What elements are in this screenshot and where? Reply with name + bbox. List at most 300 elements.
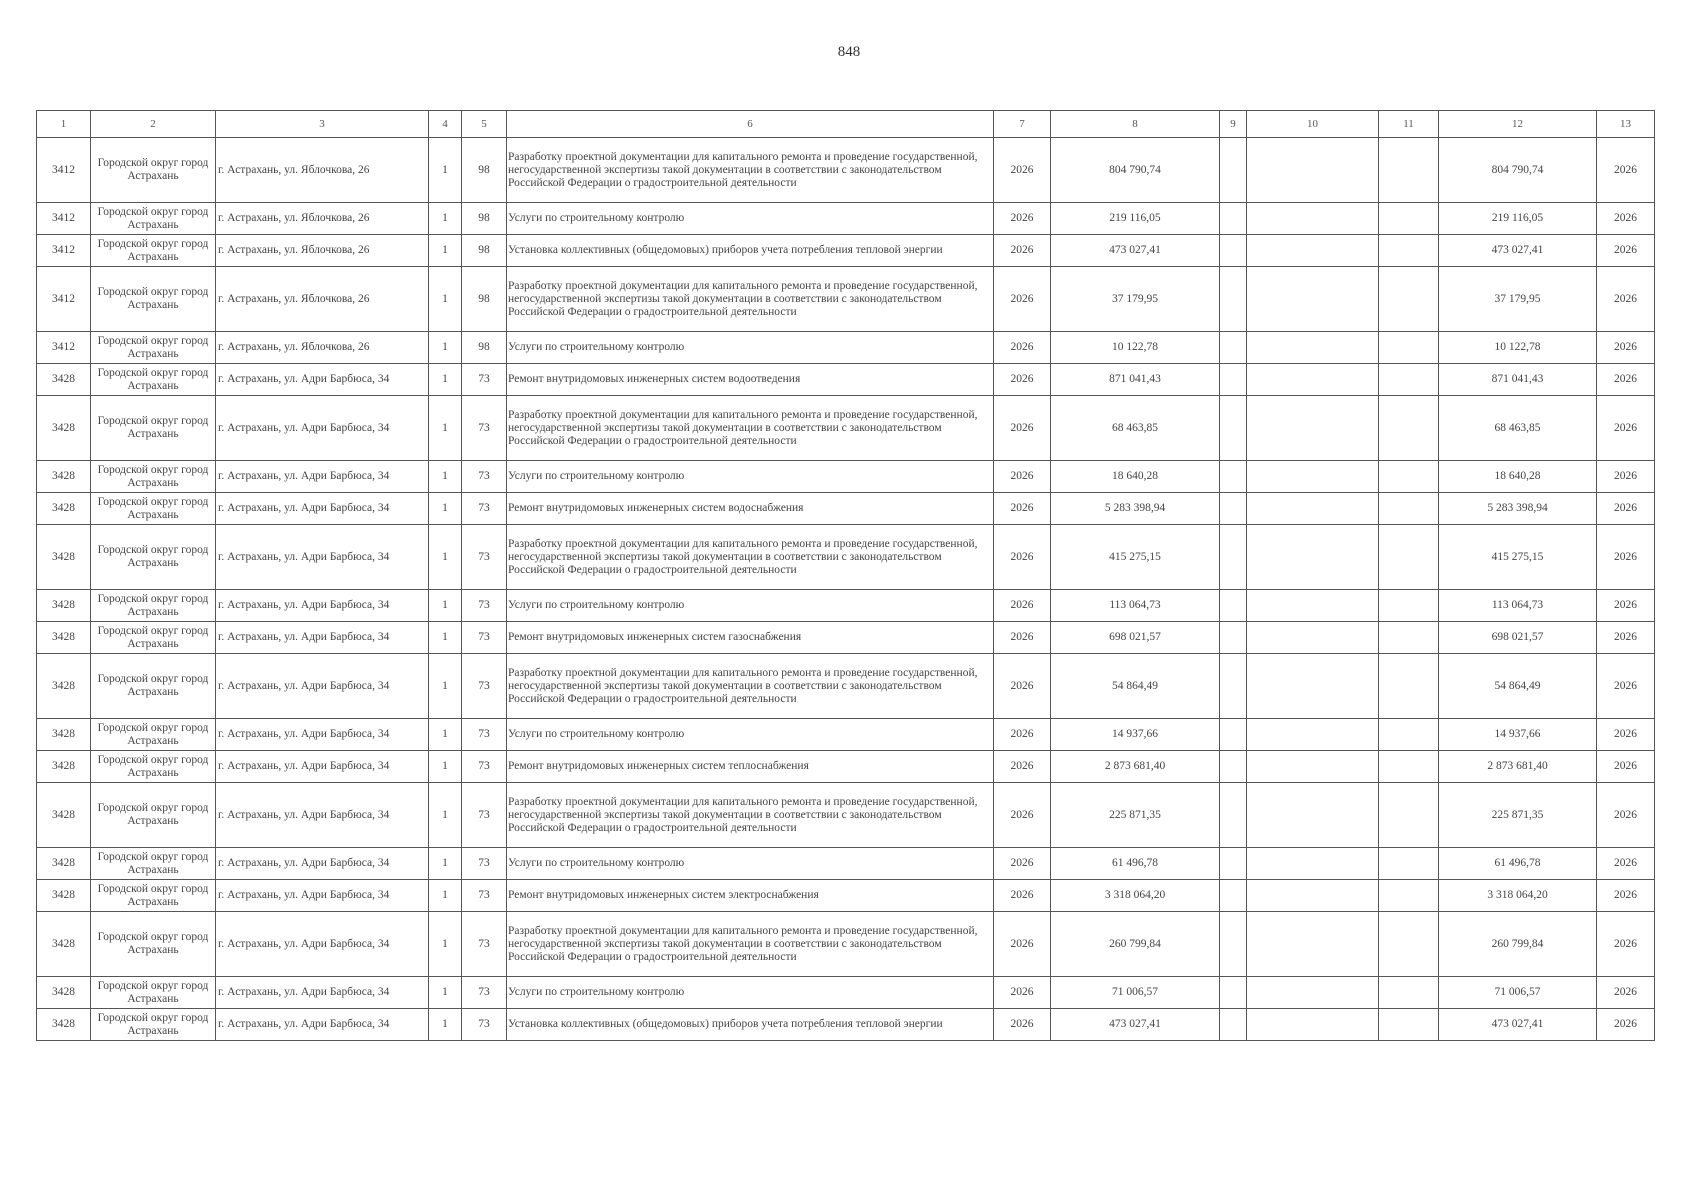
cell-col10	[1247, 622, 1379, 654]
cell-col10	[1247, 138, 1379, 203]
cell-col5: 98	[462, 267, 507, 332]
cell-col11	[1379, 1009, 1439, 1041]
cell-work-type: Ремонт внутридомовых инженерных систем теплоснабжения	[507, 751, 994, 783]
cell-col10	[1247, 203, 1379, 235]
cell-work-type: Установка коллективных (общедомовых) приборов учета потребления тепловой энергии	[507, 235, 994, 267]
cell-col10	[1247, 719, 1379, 751]
cell-work-type: Разработку проектной документации для капитального ремонта и проведение государственной, негосударственной экспертизы такой документации в соответствии с законодательством Российской Федерации о градостроительной деятельности	[507, 396, 994, 461]
cell-address: г. Астрахань, ул. Адри Барбюса, 34	[216, 848, 429, 880]
cell-col10	[1247, 848, 1379, 880]
cell-col13: 2026	[1597, 493, 1655, 525]
cell-municipality: Городской округ город Астрахань	[91, 364, 216, 396]
cell-address: г. Астрахань, ул. Адри Барбюса, 34	[216, 912, 429, 977]
cell-total-cost: 18 640,28	[1051, 461, 1220, 493]
cell-col13: 2026	[1597, 235, 1655, 267]
cell-id: 3428	[37, 783, 91, 848]
cell-address: г. Астрахань, ул. Яблочкова, 26	[216, 235, 429, 267]
cell-col4: 1	[429, 622, 462, 654]
cell-total-cost: 871 041,43	[1051, 364, 1220, 396]
cell-col9	[1220, 525, 1247, 590]
table-row	[37, 719, 1655, 751]
cell-col12: 2 873 681,40	[1439, 751, 1597, 783]
cell-col5: 98	[462, 203, 507, 235]
cell-municipality: Городской округ город Астрахань	[91, 719, 216, 751]
table-header	[37, 111, 1655, 138]
cell-col13: 2026	[1597, 267, 1655, 332]
registry-table	[36, 110, 1655, 1041]
cell-col5: 73	[462, 525, 507, 590]
cell-col4: 1	[429, 396, 462, 461]
cell-col9	[1220, 654, 1247, 719]
cell-total-cost: 698 021,57	[1051, 622, 1220, 654]
cell-col10	[1247, 493, 1379, 525]
cell-col13: 2026	[1597, 1009, 1655, 1041]
cell-total-cost: 37 179,95	[1051, 267, 1220, 332]
cell-col10	[1247, 525, 1379, 590]
cell-total-cost: 804 790,74	[1051, 138, 1220, 203]
cell-address: г. Астрахань, ул. Яблочкова, 26	[216, 267, 429, 332]
column-header: 11	[1379, 111, 1439, 138]
cell-work-type: Разработку проектной документации для капитального ремонта и проведение государственной, негосударственной экспертизы такой документации в соответствии с законодательством Российской Федерации о градостроительной деятельности	[507, 783, 994, 848]
cell-col12: 113 064,73	[1439, 590, 1597, 622]
cell-id: 3412	[37, 235, 91, 267]
cell-total-cost: 5 283 398,94	[1051, 493, 1220, 525]
cell-id: 3428	[37, 364, 91, 396]
cell-address: г. Астрахань, ул. Яблочкова, 26	[216, 332, 429, 364]
cell-id: 3412	[37, 332, 91, 364]
cell-work-type: Услуги по строительному контролю	[507, 848, 994, 880]
cell-id: 3428	[37, 525, 91, 590]
cell-address: г. Астрахань, ул. Адри Барбюса, 34	[216, 654, 429, 719]
cell-col5: 73	[462, 977, 507, 1009]
cell-address: г. Астрахань, ул. Адри Барбюса, 34	[216, 622, 429, 654]
cell-col9	[1220, 493, 1247, 525]
cell-col9	[1220, 848, 1247, 880]
table-row	[37, 235, 1655, 267]
cell-total-cost: 54 864,49	[1051, 654, 1220, 719]
cell-year: 2026	[994, 267, 1051, 332]
cell-address: г. Астрахань, ул. Адри Барбюса, 34	[216, 525, 429, 590]
cell-work-type: Ремонт внутридомовых инженерных систем электроснабжения	[507, 880, 994, 912]
cell-work-type: Разработку проектной документации для капитального ремонта и проведение государственной, негосударственной экспертизы такой документации в соответствии с законодательством Российской Федерации о градостроительной деятельности	[507, 654, 994, 719]
cell-year: 2026	[994, 235, 1051, 267]
cell-col5: 73	[462, 493, 507, 525]
cell-total-cost: 260 799,84	[1051, 912, 1220, 977]
cell-address: г. Астрахань, ул. Адри Барбюса, 34	[216, 364, 429, 396]
cell-work-type: Разработку проектной документации для капитального ремонта и проведение государственной, негосударственной экспертизы такой документации в соответствии с законодательством Российской Федерации о градостроительной деятельности	[507, 138, 994, 203]
cell-year: 2026	[994, 525, 1051, 590]
cell-col4: 1	[429, 203, 462, 235]
column-header: 9	[1220, 111, 1247, 138]
cell-col11	[1379, 493, 1439, 525]
cell-work-type: Услуги по строительному контролю	[507, 203, 994, 235]
table-row	[37, 138, 1655, 203]
header-row	[37, 111, 1655, 138]
cell-col12: 10 122,78	[1439, 332, 1597, 364]
cell-col4: 1	[429, 364, 462, 396]
cell-col4: 1	[429, 783, 462, 848]
cell-col4: 1	[429, 880, 462, 912]
cell-col4: 1	[429, 332, 462, 364]
cell-col11	[1379, 332, 1439, 364]
cell-col11	[1379, 364, 1439, 396]
cell-col5: 73	[462, 783, 507, 848]
cell-total-cost: 14 937,66	[1051, 719, 1220, 751]
cell-id: 3428	[37, 396, 91, 461]
table-row	[37, 396, 1655, 461]
table-row	[37, 848, 1655, 880]
cell-col13: 2026	[1597, 525, 1655, 590]
cell-col12: 804 790,74	[1439, 138, 1597, 203]
table-row	[37, 880, 1655, 912]
cell-col9	[1220, 880, 1247, 912]
cell-address: г. Астрахань, ул. Адри Барбюса, 34	[216, 751, 429, 783]
cell-col4: 1	[429, 138, 462, 203]
cell-col10	[1247, 751, 1379, 783]
page-number: 848	[837, 44, 861, 60]
cell-col12: 14 937,66	[1439, 719, 1597, 751]
column-header: 4	[429, 111, 462, 138]
cell-total-cost: 68 463,85	[1051, 396, 1220, 461]
cell-address: г. Астрахань, ул. Адри Барбюса, 34	[216, 719, 429, 751]
table-body	[37, 138, 1655, 1041]
cell-address: г. Астрахань, ул. Адри Барбюса, 34	[216, 783, 429, 848]
column-header: 3	[216, 111, 429, 138]
cell-id: 3428	[37, 461, 91, 493]
cell-col9	[1220, 912, 1247, 977]
cell-col10	[1247, 396, 1379, 461]
cell-year: 2026	[994, 912, 1051, 977]
cell-address: г. Астрахань, ул. Адри Барбюса, 34	[216, 461, 429, 493]
cell-col9	[1220, 138, 1247, 203]
cell-municipality: Городской округ город Астрахань	[91, 267, 216, 332]
cell-col12: 473 027,41	[1439, 235, 1597, 267]
cell-address: г. Астрахань, ул. Адри Барбюса, 34	[216, 590, 429, 622]
cell-total-cost: 61 496,78	[1051, 848, 1220, 880]
cell-col11	[1379, 590, 1439, 622]
cell-year: 2026	[994, 654, 1051, 719]
cell-col12: 219 116,05	[1439, 203, 1597, 235]
cell-col10	[1247, 332, 1379, 364]
cell-col4: 1	[429, 590, 462, 622]
cell-id: 3428	[37, 1009, 91, 1041]
cell-col9	[1220, 461, 1247, 493]
cell-year: 2026	[994, 493, 1051, 525]
cell-col12: 225 871,35	[1439, 783, 1597, 848]
table-row	[37, 461, 1655, 493]
column-header: 10	[1247, 111, 1379, 138]
cell-work-type: Ремонт внутридомовых инженерных систем газоснабжения	[507, 622, 994, 654]
cell-total-cost: 71 006,57	[1051, 977, 1220, 1009]
cell-col12: 871 041,43	[1439, 364, 1597, 396]
cell-col11	[1379, 751, 1439, 783]
cell-address: г. Астрахань, ул. Адри Барбюса, 34	[216, 880, 429, 912]
cell-total-cost: 2 873 681,40	[1051, 751, 1220, 783]
cell-col4: 1	[429, 493, 462, 525]
cell-municipality: Городской округ город Астрахань	[91, 235, 216, 267]
cell-col5: 73	[462, 1009, 507, 1041]
cell-work-type: Услуги по строительному контролю	[507, 977, 994, 1009]
table-row	[37, 525, 1655, 590]
cell-address: г. Астрахань, ул. Яблочкова, 26	[216, 203, 429, 235]
cell-id: 3412	[37, 267, 91, 332]
cell-work-type: Ремонт внутридомовых инженерных систем водоснабжения	[507, 493, 994, 525]
cell-id: 3428	[37, 880, 91, 912]
cell-year: 2026	[994, 590, 1051, 622]
cell-col13: 2026	[1597, 396, 1655, 461]
cell-work-type: Разработку проектной документации для капитального ремонта и проведение государственной, негосударственной экспертизы такой документации в соответствии с законодательством Российской Федерации о градостроительной деятельности	[507, 267, 994, 332]
cell-year: 2026	[994, 977, 1051, 1009]
cell-col9	[1220, 719, 1247, 751]
table-row	[37, 622, 1655, 654]
cell-total-cost: 219 116,05	[1051, 203, 1220, 235]
column-header: 2	[91, 111, 216, 138]
table-row	[37, 332, 1655, 364]
cell-municipality: Городской округ город Астрахань	[91, 880, 216, 912]
table-row	[37, 912, 1655, 977]
cell-col9	[1220, 235, 1247, 267]
cell-id: 3428	[37, 654, 91, 719]
cell-col11	[1379, 525, 1439, 590]
cell-col9	[1220, 332, 1247, 364]
cell-col12: 3 318 064,20	[1439, 880, 1597, 912]
cell-municipality: Городской округ город Астрахань	[91, 654, 216, 719]
cell-col5: 73	[462, 880, 507, 912]
cell-col13: 2026	[1597, 138, 1655, 203]
cell-col4: 1	[429, 751, 462, 783]
cell-work-type: Установка коллективных (общедомовых) приборов учета потребления тепловой энергии	[507, 1009, 994, 1041]
cell-total-cost: 473 027,41	[1051, 235, 1220, 267]
cell-id: 3428	[37, 848, 91, 880]
cell-id: 3428	[37, 719, 91, 751]
cell-municipality: Городской округ город Астрахань	[91, 751, 216, 783]
cell-id: 3428	[37, 977, 91, 1009]
cell-municipality: Городской округ город Астрахань	[91, 848, 216, 880]
cell-work-type: Ремонт внутридомовых инженерных систем водоотведения	[507, 364, 994, 396]
table-row	[37, 267, 1655, 332]
cell-col5: 73	[462, 654, 507, 719]
cell-col9	[1220, 364, 1247, 396]
cell-col10	[1247, 912, 1379, 977]
cell-total-cost: 10 122,78	[1051, 332, 1220, 364]
cell-col11	[1379, 719, 1439, 751]
cell-col11	[1379, 654, 1439, 719]
cell-col13: 2026	[1597, 912, 1655, 977]
cell-col13: 2026	[1597, 461, 1655, 493]
column-header: 12	[1439, 111, 1597, 138]
cell-year: 2026	[994, 751, 1051, 783]
cell-col4: 1	[429, 848, 462, 880]
cell-year: 2026	[994, 1009, 1051, 1041]
cell-col12: 415 275,15	[1439, 525, 1597, 590]
cell-col10	[1247, 364, 1379, 396]
cell-total-cost: 415 275,15	[1051, 525, 1220, 590]
cell-col10	[1247, 783, 1379, 848]
cell-col12: 698 021,57	[1439, 622, 1597, 654]
cell-col5: 73	[462, 590, 507, 622]
cell-col9	[1220, 590, 1247, 622]
cell-col4: 1	[429, 235, 462, 267]
cell-col11	[1379, 235, 1439, 267]
cell-col9	[1220, 751, 1247, 783]
cell-col10	[1247, 235, 1379, 267]
cell-col5: 98	[462, 235, 507, 267]
cell-municipality: Городской округ город Астрахань	[91, 783, 216, 848]
column-header: 5	[462, 111, 507, 138]
cell-work-type: Услуги по строительному контролю	[507, 461, 994, 493]
cell-col11	[1379, 783, 1439, 848]
cell-col4: 1	[429, 719, 462, 751]
table-row	[37, 1009, 1655, 1041]
cell-municipality: Городской округ город Астрахань	[91, 912, 216, 977]
cell-col5: 73	[462, 364, 507, 396]
table-row	[37, 783, 1655, 848]
cell-year: 2026	[994, 783, 1051, 848]
cell-col4: 1	[429, 267, 462, 332]
cell-municipality: Городской округ город Астрахань	[91, 1009, 216, 1041]
cell-municipality: Городской округ город Астрахань	[91, 332, 216, 364]
cell-col13: 2026	[1597, 977, 1655, 1009]
cell-total-cost: 225 871,35	[1051, 783, 1220, 848]
cell-col13: 2026	[1597, 622, 1655, 654]
cell-col9	[1220, 783, 1247, 848]
table-row	[37, 364, 1655, 396]
cell-col5: 98	[462, 332, 507, 364]
cell-col12: 5 283 398,94	[1439, 493, 1597, 525]
table-row	[37, 203, 1655, 235]
cell-col4: 1	[429, 977, 462, 1009]
cell-municipality: Городской округ город Астрахань	[91, 622, 216, 654]
cell-municipality: Городской округ город Астрахань	[91, 461, 216, 493]
cell-municipality: Городской округ город Астрахань	[91, 203, 216, 235]
cell-year: 2026	[994, 203, 1051, 235]
cell-municipality: Городской округ город Астрахань	[91, 977, 216, 1009]
cell-address: г. Астрахань, ул. Адри Барбюса, 34	[216, 396, 429, 461]
cell-col10	[1247, 1009, 1379, 1041]
cell-address: г. Астрахань, ул. Адри Барбюса, 34	[216, 977, 429, 1009]
cell-col11	[1379, 267, 1439, 332]
table-row	[37, 493, 1655, 525]
cell-col9	[1220, 203, 1247, 235]
cell-col4: 1	[429, 912, 462, 977]
cell-col11	[1379, 622, 1439, 654]
cell-col12: 54 864,49	[1439, 654, 1597, 719]
cell-col12: 68 463,85	[1439, 396, 1597, 461]
cell-col11	[1379, 977, 1439, 1009]
cell-col12: 473 027,41	[1439, 1009, 1597, 1041]
cell-col13: 2026	[1597, 590, 1655, 622]
cell-id: 3428	[37, 590, 91, 622]
cell-id: 3412	[37, 138, 91, 203]
cell-col11	[1379, 138, 1439, 203]
cell-col5: 98	[462, 138, 507, 203]
cell-municipality: Городской округ город Астрахань	[91, 396, 216, 461]
cell-col12: 61 496,78	[1439, 848, 1597, 880]
cell-col13: 2026	[1597, 880, 1655, 912]
cell-col5: 73	[462, 396, 507, 461]
cell-address: г. Астрахань, ул. Яблочкова, 26	[216, 138, 429, 203]
cell-year: 2026	[994, 461, 1051, 493]
cell-id: 3428	[37, 493, 91, 525]
cell-year: 2026	[994, 332, 1051, 364]
cell-col12: 37 179,95	[1439, 267, 1597, 332]
column-header: 6	[507, 111, 994, 138]
cell-col5: 73	[462, 719, 507, 751]
cell-work-type: Разработку проектной документации для капитального ремонта и проведение государственной, негосударственной экспертизы такой документации в соответствии с законодательством Российской Федерации о градостроительной деятельности	[507, 525, 994, 590]
cell-col5: 73	[462, 622, 507, 654]
cell-col4: 1	[429, 525, 462, 590]
cell-col10	[1247, 461, 1379, 493]
cell-col5: 73	[462, 751, 507, 783]
cell-municipality: Городской округ город Астрахань	[91, 493, 216, 525]
cell-col13: 2026	[1597, 364, 1655, 396]
cell-year: 2026	[994, 622, 1051, 654]
cell-work-type: Услуги по строительному контролю	[507, 590, 994, 622]
table-row	[37, 654, 1655, 719]
cell-year: 2026	[994, 848, 1051, 880]
cell-address: г. Астрахань, ул. Адри Барбюса, 34	[216, 493, 429, 525]
column-header: 1	[37, 111, 91, 138]
cell-col9	[1220, 622, 1247, 654]
table-row	[37, 751, 1655, 783]
cell-col10	[1247, 590, 1379, 622]
cell-year: 2026	[994, 719, 1051, 751]
cell-id: 3428	[37, 912, 91, 977]
cell-col4: 1	[429, 461, 462, 493]
cell-col12: 71 006,57	[1439, 977, 1597, 1009]
column-header: 8	[1051, 111, 1220, 138]
cell-col5: 73	[462, 848, 507, 880]
table-row	[37, 977, 1655, 1009]
cell-col10	[1247, 267, 1379, 332]
cell-total-cost: 3 318 064,20	[1051, 880, 1220, 912]
cell-id: 3428	[37, 622, 91, 654]
cell-col5: 73	[462, 461, 507, 493]
cell-col10	[1247, 880, 1379, 912]
cell-work-type: Услуги по строительному контролю	[507, 719, 994, 751]
cell-col9	[1220, 396, 1247, 461]
cell-col13: 2026	[1597, 751, 1655, 783]
cell-col13: 2026	[1597, 332, 1655, 364]
cell-col11	[1379, 461, 1439, 493]
cell-total-cost: 473 027,41	[1051, 1009, 1220, 1041]
cell-col13: 2026	[1597, 848, 1655, 880]
cell-work-type: Разработку проектной документации для капитального ремонта и проведение государственной, негосударственной экспертизы такой документации в соответствии с законодательством Российской Федерации о градостроительной деятельности	[507, 912, 994, 977]
table-row	[37, 590, 1655, 622]
cell-col12: 260 799,84	[1439, 912, 1597, 977]
cell-col9	[1220, 977, 1247, 1009]
cell-id: 3428	[37, 751, 91, 783]
cell-col13: 2026	[1597, 203, 1655, 235]
cell-year: 2026	[994, 880, 1051, 912]
column-header: 13	[1597, 111, 1655, 138]
cell-col5: 73	[462, 912, 507, 977]
cell-col11	[1379, 396, 1439, 461]
cell-address: г. Астрахань, ул. Адри Барбюса, 34	[216, 1009, 429, 1041]
cell-col11	[1379, 203, 1439, 235]
cell-col12: 18 640,28	[1439, 461, 1597, 493]
cell-col4: 1	[429, 1009, 462, 1041]
cell-col10	[1247, 977, 1379, 1009]
cell-id: 3412	[37, 203, 91, 235]
cell-col9	[1220, 1009, 1247, 1041]
column-header: 7	[994, 111, 1051, 138]
cell-municipality: Городской округ город Астрахань	[91, 525, 216, 590]
cell-col13: 2026	[1597, 654, 1655, 719]
cell-col11	[1379, 848, 1439, 880]
cell-year: 2026	[994, 396, 1051, 461]
cell-col13: 2026	[1597, 783, 1655, 848]
